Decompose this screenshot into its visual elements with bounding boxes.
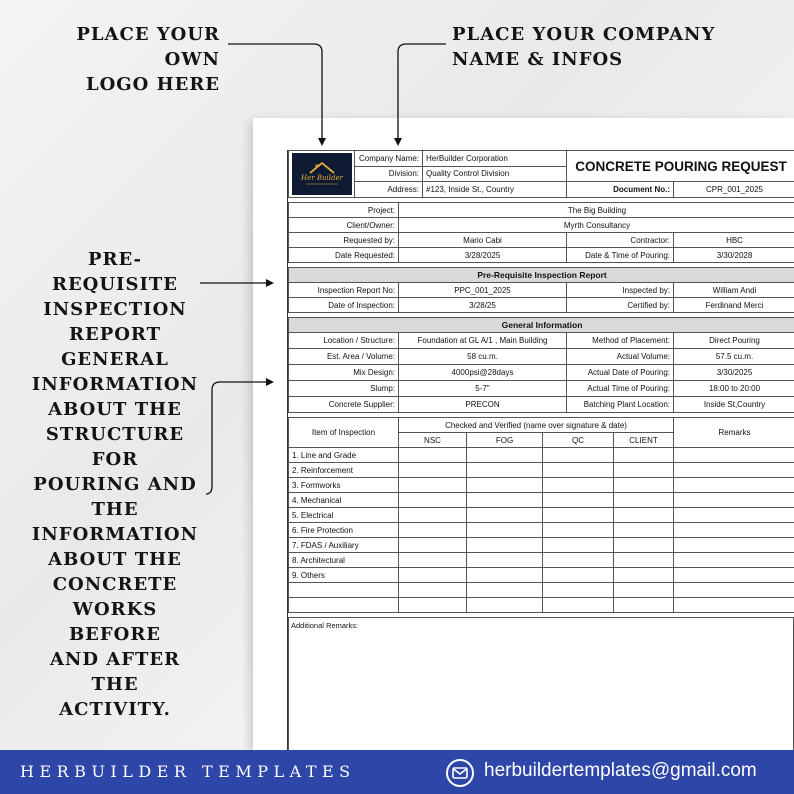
company-value[interactable]: HerBuilder Corporation xyxy=(423,151,567,167)
general-label: Actual Date of Pouring: xyxy=(567,365,674,381)
project-table xyxy=(288,202,794,263)
document-no-value[interactable]: CPR_001_2025 xyxy=(674,182,794,198)
table-row xyxy=(289,538,794,553)
brand-name: HERBUILDER TEMPLATES xyxy=(20,762,356,781)
report-no-label: Inspection Report No: xyxy=(289,283,399,298)
table-row xyxy=(289,478,794,493)
general-value[interactable]: Direct Pouring xyxy=(674,333,794,349)
header-table xyxy=(288,150,794,198)
concrete-pouring-form xyxy=(287,150,794,750)
certified-by-value[interactable]: Ferdinand Merci xyxy=(674,298,794,313)
callout-line: INFORMATION xyxy=(31,524,199,545)
general-label: Actual Time of Pouring: xyxy=(567,381,674,397)
callout-general xyxy=(28,347,202,722)
division-value[interactable]: Quality Control Division xyxy=(423,166,567,182)
table-row xyxy=(289,463,794,478)
date-pouring-label: Date & Time of Pouring: xyxy=(567,248,674,263)
item-cell: 5. Electrical xyxy=(289,508,399,523)
general-value[interactable]: PRECON xyxy=(399,397,567,413)
callout-line: ABOUT THE xyxy=(48,549,182,570)
table-row xyxy=(289,598,794,613)
item-cell xyxy=(289,583,399,598)
callout-line: THE xyxy=(91,499,139,520)
general-value[interactable]: 5-7" xyxy=(399,381,567,397)
report-no-value[interactable]: PPC_001_2025 xyxy=(399,283,567,298)
date-requested-label: Date Requested: xyxy=(289,248,399,263)
project-value[interactable]: The Big Building xyxy=(399,203,794,218)
general-label: Batching Plant Location: xyxy=(567,397,674,413)
callout-line: PRE-REQUISITE xyxy=(51,249,178,295)
item-cell: 2. Reinforcement xyxy=(289,463,399,478)
callout-line: AND AFTER THE xyxy=(49,649,181,695)
item-cell: 7. FDAS / Auxiliary xyxy=(289,538,399,553)
additional-remarks-box[interactable] xyxy=(288,617,794,751)
table-row xyxy=(289,493,794,508)
item-cell: 8. Architectural xyxy=(289,553,399,568)
additional-remarks-label: Additional Remarks: xyxy=(291,621,359,630)
general-label: Slump: xyxy=(289,381,399,397)
general-label: Est. Area / Volume: xyxy=(289,349,399,365)
address-value[interactable]: #123, Inside St., Country xyxy=(423,182,567,198)
inspection-rows xyxy=(289,448,794,613)
client-label: Client/Owner: xyxy=(289,218,399,233)
callout-line: ACTIVITY. xyxy=(59,699,171,720)
contact-email[interactable]: herbuildertemplates@gmail.com xyxy=(484,760,757,781)
date-pouring-value[interactable]: 3/30/2028 xyxy=(674,248,794,263)
contractor-label: Contractor: xyxy=(567,233,674,248)
callout-line: INSPECTION xyxy=(43,299,187,320)
col-header: NSC xyxy=(399,433,467,448)
table-row xyxy=(289,553,794,568)
callout-line: NAME & INFOS xyxy=(452,49,624,70)
inspection-date-label: Date of Inspection: xyxy=(289,298,399,313)
project-label: Project: xyxy=(289,203,399,218)
general-label: Actual Volume: xyxy=(567,349,674,365)
inspected-by-label: Inspected by: xyxy=(567,283,674,298)
table-row xyxy=(289,568,794,583)
callout-line: REPORT xyxy=(69,324,161,345)
date-requested-value[interactable]: 3/28/2025 xyxy=(399,248,567,263)
general-value[interactable]: 18:00 to 20:00 xyxy=(674,381,794,397)
form-title: CONCRETE POURING REQUEST xyxy=(567,151,794,182)
callout-logo xyxy=(34,22,220,97)
general-value[interactable]: 4000psi@28days xyxy=(399,365,567,381)
certified-by-label: Certified by: xyxy=(567,298,674,313)
company-label: Company Name: xyxy=(355,151,423,167)
item-cell: 3. Formworks xyxy=(289,478,399,493)
logo-cell xyxy=(289,151,355,198)
item-cell: 6. Fire Protection xyxy=(289,523,399,538)
col-header: FOG xyxy=(467,433,543,448)
svg-text:Her Builder: Her Builder xyxy=(300,174,343,182)
item-cell: 9. Others xyxy=(289,568,399,583)
callout-line: GENERAL xyxy=(61,349,169,370)
callout-prereq xyxy=(30,247,200,347)
mail-icon xyxy=(446,759,474,787)
callout-line: LOGO HERE xyxy=(85,74,220,95)
callout-line: STRUCTURE FOR xyxy=(45,424,185,470)
general-label: Location / Structure: xyxy=(289,333,399,349)
contractor-value[interactable]: HBC xyxy=(674,233,794,248)
general-value[interactable]: Inside St,Country xyxy=(674,397,794,413)
general-value[interactable]: 57.5 cu.m. xyxy=(674,349,794,365)
footer-bar xyxy=(0,750,794,794)
item-cell xyxy=(289,598,399,613)
callout-company xyxy=(452,22,752,72)
checked-header: Checked and Verified (name over signature & date) xyxy=(399,418,674,433)
house-logo-icon xyxy=(292,153,352,195)
document-no-label: Document No.: xyxy=(567,182,674,198)
callout-line: POURING AND xyxy=(33,474,197,495)
general-section-title: General Information xyxy=(289,318,794,333)
callout-line: PLACE YOUR OWN xyxy=(76,24,220,70)
item-cell: 1. Line and Grade xyxy=(289,448,399,463)
requested-by-value[interactable]: Mario Cabi xyxy=(399,233,567,248)
address-label: Address: xyxy=(355,182,423,198)
division-label: Division: xyxy=(355,166,423,182)
callout-line: CONCRETE xyxy=(52,574,178,595)
requested-by-label: Requested by: xyxy=(289,233,399,248)
general-value[interactable]: 3/30/2025 xyxy=(674,365,794,381)
table-row xyxy=(289,448,794,463)
inspection-table xyxy=(288,417,794,613)
general-value[interactable]: 58 cu.m. xyxy=(399,349,567,365)
callout-line: ABOUT THE xyxy=(48,399,182,420)
callout-line: PLACE YOUR COMPANY xyxy=(452,24,716,45)
prereq-table xyxy=(288,267,794,313)
remarks-header: Remarks xyxy=(674,418,794,448)
inspection-date-value[interactable]: 3/28/25 xyxy=(399,298,567,313)
company-logo xyxy=(292,153,352,195)
prereq-section-title: Pre-Requisite Inspection Report xyxy=(289,268,794,283)
table-row xyxy=(289,523,794,538)
col-header: QC xyxy=(543,433,614,448)
item-header: Item of Inspection xyxy=(289,418,399,448)
general-value[interactable]: Foundation at GL A/1 , Main Building xyxy=(399,333,567,349)
client-value[interactable]: Myrth Consultancy xyxy=(399,218,794,233)
general-label: Mix Design: xyxy=(289,365,399,381)
table-row xyxy=(289,508,794,523)
col-header: CLIENT xyxy=(614,433,674,448)
callout-line: WORKS BEFORE xyxy=(68,599,162,645)
item-cell: 4. Mechanical xyxy=(289,493,399,508)
general-label: Concrete Supplier: xyxy=(289,397,399,413)
general-table xyxy=(288,317,794,413)
table-row xyxy=(289,583,794,598)
callout-line: INFORMATION xyxy=(31,374,199,395)
general-label: Method of Placement: xyxy=(567,333,674,349)
inspected-by-value[interactable]: William Andi xyxy=(674,283,794,298)
